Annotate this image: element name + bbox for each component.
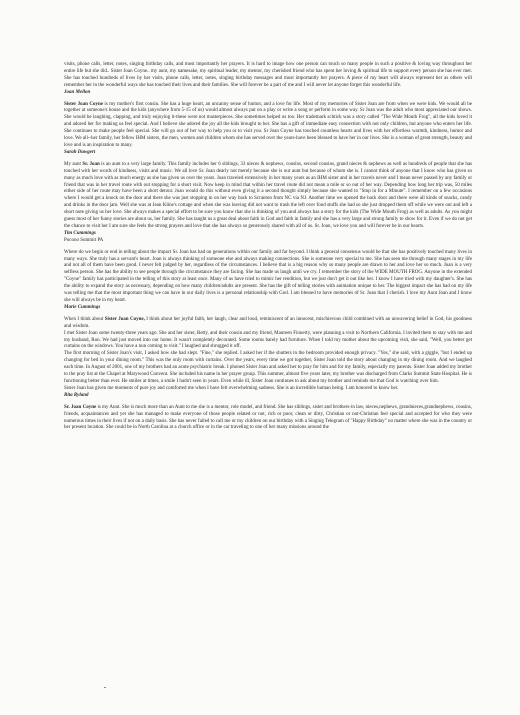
tribute-text: visits, phone calls, letter, notes, singing birthday calls, and most importantly her prayers. It is hard to image how one person can touch so many people in such a positive & loving way throughout her entire life but she did.. Sister Joan Coyne.. my aunt, my namesake, my spiritual leader, my mentor, my cherished friend who has spent her loving & spiritual life to support every person she has ever met. She has touched hundreds of lives by her visits, phone calls, letter, notes, singing birthday messages and most importantly her prayers. A piece of my heart will always represent her as others will remember her in the wonderful ways she has touched their lives and their families. She will forever be a part of me and I will never let anyone forget this wonderful life.	[64, 62, 472, 88]
tribute-text	[64, 405, 472, 433]
tribute-text	[64, 162, 472, 231]
tribute-entry-2	[64, 102, 472, 157]
tribute-signature-location: Pocono Summit PA	[64, 237, 104, 243]
tribute-entry-5	[64, 317, 472, 400]
tribute-signature: Sarah Dawgert	[64, 149, 96, 155]
tribute-lead-name: Sr. Joan	[82, 161, 100, 167]
tribute-body: I think about her joyful faith, her laugh, clear and loud, reminiscent of an innocent, mischievous child combined with an unwavering belief in God, his goodness and wisdom. I met Sister Joan some twenty-three years ago. She and her sister, Betty, and their cousin and my friend, Maureen Finnerty, were planning a visit to Northern California. I invited them to stay with me and my husband, Ron. We had just moved into our home. It wasn't completely decorated. Some rooms barely had furniture. When I told my mother about the upcoming visit, she said, "Well, you better get curtains on the windows. You have a nun coming to visit." I laughed and shrugged it off. The first morning of Sister Joan's visit, I asked how she had slept. "Fine," she replied. I asked her if the shutters in the bedroom provided enough privacy. "Yes," she said, with a giggle, "but I ended up changing for bed in your dining room." This was the only room with curtains. Over the years, every time we got together, Sister Joan told the story about changing in my dining room. And we laughed each time. In August of 2001, one of my brothers had an acute psychiatric break. I phoned Sister Joan and asked her to pray for him and for my family, especially my parents. Sister Joan added my brother to the pray list at the Chapel at Marywood Convent. She included his name in her prayer group. This summer, almost five years later, my brother was discharged from Clarks Summit State Hospital. He is functioning better than ever. He smiles at times, a smile I hadn't seen in years. Even while ill, Sister Joan continues to ask about my brother and reminds me that God is watching over him. Sister Joan has given me moments of pure joy and comforted me when I have felt overwhelming sadness. She is an incredible human being. I am honored to know her.	[64, 316, 472, 391]
tribute-lead-name: Sister Joan Coyne,	[104, 316, 145, 322]
tribute-entry-3	[64, 162, 472, 245]
scan-mark	[104, 687, 106, 688]
tribute-body: is my mother's first cousin. She has a huge heart, an uncanny sense of humor, and a love for life. Most of my memories of Sister Joan are from when we were kids. We would all be together at someone's house and the kids (anywhere from 5-15 of us) would almost always put on a play or write a song or perform in some way. Sr Joan was the adult who most appreciated our shows. She would be laughing, clapping, and truly enjoying it-these were not masterpieces. She sometimes helped us too. Her trademark schtick was a story called "The Wide Mouth Frog", all the kids loved it and adored her for making us feel special. And I believe she adored the joy all the kids brought to her. She has a gift of immediate easy connection with not only children, but anyone who enters her life. She continues to make people feel special. She will go out of her way to help you or to visit you. Sr Joan Coyne has touched countless hearts and lives with her effortless warmth, kindness, humor and love. We all--her family, her fellow IHM sisters, the men, women and children whom she has served over the years-have been blessed to have her in our lives. She is a woman of great strength, beauty and love and is an inspiration to many.	[64, 101, 472, 148]
tribute-entry-6	[64, 405, 472, 433]
tribute-text: Where do we begin or end in telling about the impact Sr. Joan has had on generations within our family and far beyond. I think a general consensus would be that she has positively touched many lives in many ways. She truly has a servant's heart. Joan is always thinking of someone else and always making connections. She is someone very special to me. She has seen me through many stages in my life and not all of them have been good. I never felt judged by her, regardless of the circumstances. I believe that is a big reason why so many people are drawn to her and love her so much. Joan is a very selfless person. She has the ability to see people through the circumstance they are facing. She has made us laugh until we cry. I remember the story of the WIDE MOUTH FROG. Anyone in the extended "Coyne" family has participated in the telling of this story at least once. Many of us have tried to mimic her rendition, but we just don't get it out like her. I know I have tried with my daughter's. She has the ability to expand the story as necessary, depending on how many children/adults are present. She has the gift of telling stories with animation unique to her. The biggest impact she has had on my life was telling me that the most important thing we can have in our daily lives is a personal relationship with God. I am blessed to have memories of Sr. Joan that I cherish. I love my Aunt Joan and I know she will always be in my heart.	[64, 249, 472, 303]
tribute-signature: Joan Mellon	[64, 89, 91, 95]
tribute-lead-name: Sister Joan Coyne	[64, 101, 103, 107]
tribute-signature: Marie Cummings	[64, 304, 101, 310]
tribute-lead-plain: When I think about	[64, 316, 105, 322]
tribute-lead-name: Sr. Joan Coyne	[64, 404, 97, 410]
tribute-body: is my Aunt. She is much more than an Aunt to me she is a mentor, role model, and friend. She has siblings, sister and brothers-in law, nieces,nephews, grandnieces,grandnephews, cousins, friends, acquaintances and yet she has managed to make everyone of those people related or not, rich or poor, clean or dirty, Christian or not-Christian feel special and accepted for who they were numerous times in their lives if not on a daily basis. She has never failed to call me or my children on our birthday with a Singing Telegram of "Happy Birthday" no matter where she was in the country or her present location. She could be in North Carolina at a church office or in the car traveling to one of her many missions around the	[64, 404, 472, 431]
tribute-signature: Tim Cummings	[64, 230, 96, 236]
tribute-signature: Rita Ryland	[64, 392, 89, 398]
tribute-entry-4	[64, 250, 472, 312]
tribute-entry-1	[64, 62, 472, 97]
tribute-lead-plain: My aunt	[64, 161, 83, 167]
tribute-text	[64, 317, 472, 393]
tribute-text	[64, 102, 472, 150]
tribute-body: is an aunt to a very large family. This family includes her 6 siblings, 33 nieces & nephews, cousins, second cousins, grand nieces & nephews as well as hundreds of people that she has touched with her words of kindness, visits and music. We all love Sr. Joan dearly not merely because she is our aunt but because of whom she is. I cannot think of anyone that I know who has given so many as much love with as much energy as she has given us over the years. Joan traveled extensively in her many years as an IHM sister and in her travels never and I mean never passed by any family or friend that was in her travel route with out stopping for a short visit. Now keep in mind that within her travel route did not mean a mile or so out of her way. Depending how long her trip was, 50 miles either side of her route may have been a short detour. Joan would do this without even giving it a second thought simply because she wanted to "Stop in for a Minute". I remember on a few occasions where I would get a knock on the door and there she was just stopping in on her way back to Scranton from NC via NJ. Another time we opened the back door and there were all kinds of snacks, candy and drinks in the door jam. Well she was at Jean Kline's cottage and when she was leaving did not want to trash the left over food stuffs she had so she just dropped them off while we were out and left a short note giving us her love. She always makes a special effort to be sure you know that she is thinking of you and always has a story for the kids (The Wide Mouth Frog) as well as adults. As you might guess most of her funny stories are about us, her family. She has taught us a great deal about faith in God and faith in family and she has a very large and strong family to show for it. Even if we do not get the chance to visit her I am sure she feels the strong prayers and love that she has always so generously shared with all of us. Sr. Joan, we love you and will forever be in our hearts.	[64, 161, 472, 229]
